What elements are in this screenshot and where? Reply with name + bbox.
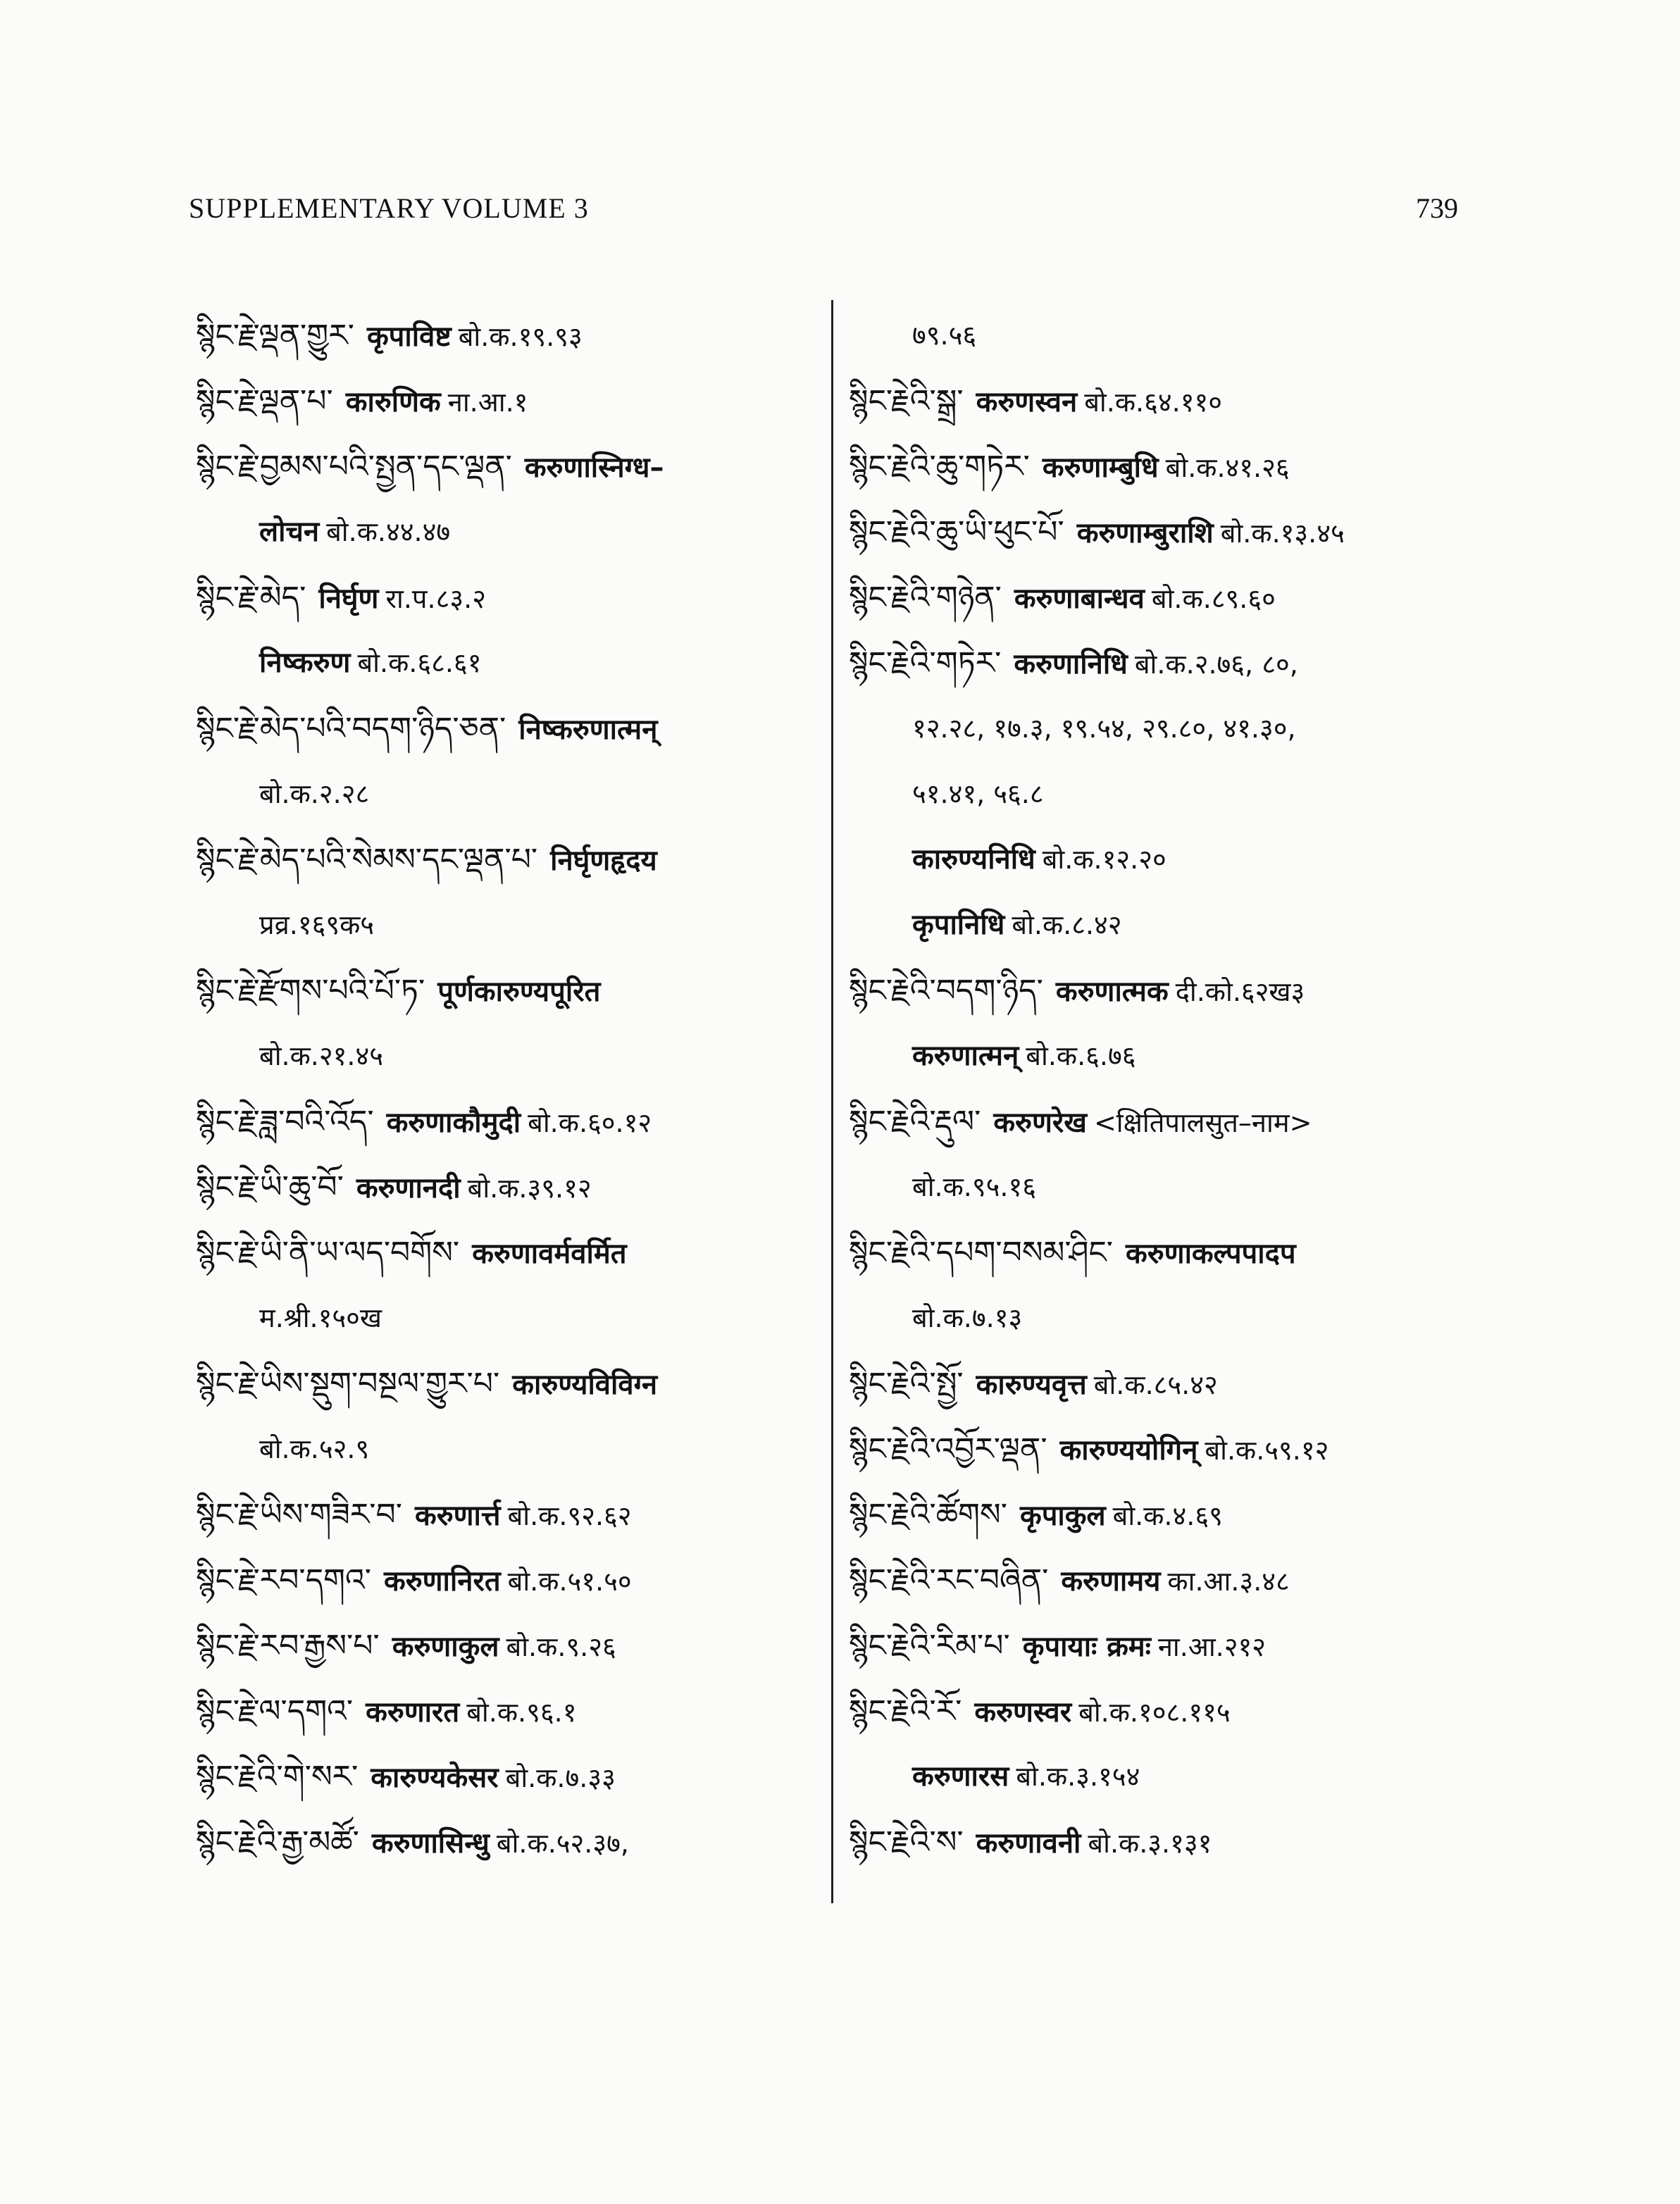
entry-line <box>196 827 823 892</box>
entry-line <box>196 1154 823 1220</box>
reference: दी.को.६२ख३ <box>1175 976 1305 1007</box>
sanskrit-term: करुणावर्मवर्मित <box>472 1238 627 1270</box>
entry-line <box>196 1613 823 1679</box>
reference: बो.क.१०८.११५ <box>1078 1697 1231 1728</box>
entry-line <box>196 1482 823 1548</box>
sanskrit-term: करुणावनी <box>976 1827 1081 1860</box>
entry-line <box>196 368 823 434</box>
reference: बो.क.६८.६१ <box>357 647 482 678</box>
continuation-line <box>849 1154 1483 1220</box>
tibetan-term: སྙིང་རྗེ་ལྡན་པ་ <box>196 383 333 419</box>
sanskrit-term: करुणात्मन् <box>912 1040 1019 1072</box>
entry-line <box>196 958 823 1023</box>
tibetan-term: སྙིང་རྗེའི་འབྱོར་ལྡན་ <box>849 1431 1047 1467</box>
sanskrit-term: करुणाम्बुधि <box>1042 452 1159 484</box>
tibetan-term: སྙིང་རྗེ་ཟླ་བའི་འོད་ <box>196 1104 374 1140</box>
reference: ना.आ.१ <box>447 387 528 418</box>
reference: बो.क.६४.११० <box>1084 387 1222 418</box>
sanskrit-term: करुणाकौमुदी <box>386 1107 521 1139</box>
continuation-line <box>849 1285 1483 1351</box>
reference: बो.क.१३.४५ <box>1220 518 1345 549</box>
sanskrit-term: निष्करुण <box>259 647 351 679</box>
reference: बो.क.८५.४२ <box>1093 1369 1218 1400</box>
reference: बो.क.२१.४५ <box>259 1040 384 1071</box>
sanskrit-term: कृपाकुल <box>1019 1500 1106 1532</box>
sanskrit-term: पूर्णकारुण्यपूरित <box>437 976 601 1008</box>
continuation-line <box>849 1023 1483 1089</box>
tibetan-term: སྙིང་རྗེའི་གེ་སར་ <box>196 1759 359 1795</box>
reference: बो.क.२.२८ <box>259 778 370 809</box>
tibetan-term: སྙིང་རྗེ་མེད་པའི་སེམས་དང་ལྡན་པ་ <box>196 842 538 878</box>
tibetan-term: སྙིང་རྗེ་བྱམས་པའི་སྤྱན་དང་ལྡན་ <box>196 449 512 485</box>
sanskrit-term: कृपायाः क्रमः <box>1022 1631 1151 1663</box>
reference: रा.प.८३.२ <box>385 583 486 614</box>
sanskrit-term: करुणस्वर <box>974 1696 1072 1729</box>
entry-line <box>196 565 823 630</box>
tibetan-term: སྙིང་རྗེ་ཡི་ཆུ་བོ་ <box>196 1169 344 1205</box>
tibetan-term: སྙིང་རྗེ་རབ་དགའ་ <box>196 1562 371 1598</box>
reference: बो.क.९५.१६ <box>912 1171 1037 1202</box>
entry-line <box>196 696 823 761</box>
entry-line <box>196 1679 823 1744</box>
continuation-line <box>196 499 823 565</box>
reference: १२.२८, १७.३, १९.५४, २९.८०, ४१.३०, <box>912 713 1296 744</box>
reference: प्रव्र.१६९क५ <box>259 909 375 940</box>
sanskrit-term: करुणारत <box>366 1696 460 1729</box>
sanskrit-term: करुणाकल्पपादप <box>1126 1238 1296 1270</box>
reference: बो.क.५९.१२ <box>1205 1435 1329 1466</box>
reference: बो.क.८.४२ <box>1012 909 1122 940</box>
continuation-line <box>196 630 823 696</box>
entry-line <box>196 1548 823 1613</box>
sanskrit-term: करुणासिन्धु <box>371 1827 490 1860</box>
tibetan-term: སྙིང་རྗེའི་བདག་ཉིད་ <box>849 973 1043 1009</box>
entry-line <box>849 499 1483 565</box>
tibetan-term: སྙིང་རྗེའི་སྤྱོ་ <box>849 1366 964 1402</box>
sanskrit-term: करुणाम्बुराशि <box>1076 517 1214 549</box>
sanskrit-term: निष्करुणात्मन् <box>518 714 658 746</box>
sanskrit-term: लोचन <box>259 516 320 548</box>
entry-line <box>849 1089 1483 1154</box>
continuation-line <box>196 761 823 827</box>
continuation-line <box>849 696 1483 761</box>
tibetan-term: སྙིང་རྗེའི་རྒྱ་མཚོ་ <box>196 1824 359 1860</box>
reference: बो.क.३.१५४ <box>1016 1761 1140 1792</box>
continuation-line <box>849 1744 1483 1810</box>
reference: बो.क.६.७६ <box>1026 1040 1136 1071</box>
reference: बो.क.४४.४७ <box>326 516 451 547</box>
tibetan-term: སྙིང་རྗེ་ལ་དགའ་ <box>196 1693 354 1729</box>
reference: का.आ.३.४८ <box>1167 1566 1290 1597</box>
reference: म.श्री.१५०ख <box>259 1302 382 1333</box>
reference: बो.क.८९.६० <box>1151 583 1276 614</box>
entry-line <box>849 1548 1483 1613</box>
sanskrit-term: करुणरेख <box>993 1107 1087 1139</box>
entry-line <box>849 1482 1483 1548</box>
tibetan-term: སྙིང་རྗེ་ཡིས་གཟིར་བ་ <box>196 1497 402 1533</box>
sanskrit-term: कारुण्यवृत्त <box>976 1369 1087 1401</box>
sanskrit-term: निर्घृणहृदय <box>550 845 657 877</box>
tibetan-term: སྙིང་རྗེའི་རྡུལ་ <box>849 1104 981 1140</box>
entry-line <box>196 1744 823 1810</box>
entry-line <box>849 1417 1483 1482</box>
reference: ना.आ.२१२ <box>1157 1631 1267 1662</box>
right-column <box>849 303 1483 1875</box>
continuation-line <box>849 761 1483 827</box>
continuation-line <box>196 1023 823 1089</box>
reference: बो.क.५२.९ <box>259 1433 370 1464</box>
sanskrit-term: निर्घृण <box>318 583 379 615</box>
entry-line <box>196 1810 823 1875</box>
reference: बो.क.२.७६, ८०, <box>1134 649 1298 680</box>
sanskrit-term: कृपानिधि <box>912 909 1005 941</box>
reference: बो.क.९२.६२ <box>507 1500 632 1531</box>
entry-line <box>849 630 1483 696</box>
continuation-line <box>849 892 1483 958</box>
sanskrit-term: करुणारस <box>912 1760 1009 1793</box>
tibetan-term: སྙིང་རྗེའི་ས་ <box>849 1824 964 1860</box>
reference: बो.क.३९.१२ <box>467 1173 592 1204</box>
left-column <box>196 303 823 1875</box>
entry-line <box>849 1613 1483 1679</box>
continuation-line <box>196 1285 823 1351</box>
sanskrit-term: करुणामय <box>1061 1565 1161 1598</box>
running-head: SUPPLEMENTARY VOLUME 3 <box>189 192 589 224</box>
reference: बो.क.५१.५० <box>507 1566 632 1597</box>
tibetan-term: སྙིང་རྗེའི་གཏེར་ <box>849 645 1002 681</box>
reference: बो.क.१९.९३ <box>458 321 583 352</box>
entry-line <box>196 1220 823 1285</box>
entry-line <box>849 1679 1483 1744</box>
entry-line <box>196 1351 823 1417</box>
tibetan-term: སྙིང་རྗེའི་རོ་ <box>849 1693 962 1729</box>
continuation-line <box>196 1417 823 1482</box>
sanskrit-term: करुणाबान्धव <box>1014 583 1145 615</box>
sanskrit-term: करुणास्निग्ध– <box>524 452 664 484</box>
entry-line <box>196 1089 823 1154</box>
tibetan-term: སྙིང་རྗེའི་ཆུ་ཡི་ཕུང་པོ་ <box>849 514 1064 550</box>
sanskrit-term: करुणानिरत <box>384 1565 501 1598</box>
entry-line <box>849 958 1483 1023</box>
page-number: 739 <box>1416 192 1458 224</box>
tibetan-term: སྙིང་རྗེའི་དཔག་བསམ་ཤིང་ <box>849 1235 1114 1271</box>
tibetan-term: སྙིང་རྗེའི་ཆུ་གཏེར་ <box>849 449 1030 485</box>
tibetan-term: སྙིང་རྗེའི་རིམ་པ་ <box>849 1628 1010 1664</box>
tibetan-term: སྙིང་རྗེའི་གཉེན་ <box>849 580 1002 616</box>
sanskrit-term: करुणाकुल <box>392 1631 499 1663</box>
sanskrit-term: करुणानदी <box>356 1172 461 1204</box>
entry-line <box>849 368 1483 434</box>
entry-line <box>196 303 823 368</box>
column-divider <box>831 300 833 1903</box>
reference: बो.क.७.१३ <box>912 1302 1023 1333</box>
sanskrit-term: कारुणिक <box>345 386 441 418</box>
tibetan-term: སྙིང་རྗེ་ལྡན་གྱུར་ <box>196 318 354 354</box>
reference: <क्षितिपालसुत–नाम> <box>1093 1107 1312 1138</box>
tibetan-term: སྙིང་རྗེའི་རང་བཞིན་ <box>849 1562 1049 1598</box>
tibetan-term: སྙིང་རྗེ་རབ་རྒྱས་པ་ <box>196 1628 380 1664</box>
reference: ७९.५६ <box>912 320 977 351</box>
tibetan-term: སྙིང་རྗེ་མེད་ <box>196 580 306 616</box>
tibetan-term: སྙིང་རྗེ་རྫོགས་པའི་པོ་ཏ་ <box>196 973 425 1009</box>
continuation-line <box>849 827 1483 892</box>
continuation-line <box>849 303 1483 368</box>
entry-line <box>196 434 823 499</box>
sanskrit-term: करुणस्वन <box>976 386 1078 418</box>
tibetan-term: སྙིང་རྗེ་ཡིས་སྡུག་བསྔལ་གྱུར་པ་ <box>196 1366 500 1402</box>
entry-line <box>849 1220 1483 1285</box>
reference: ५१.४१, ५६.८ <box>912 778 1044 809</box>
sanskrit-term: करुणार्त्त <box>415 1500 501 1532</box>
entry-line <box>849 1351 1483 1417</box>
reference: बो.क.४.६९ <box>1112 1500 1223 1531</box>
reference: बो.क.९६.१ <box>466 1697 577 1728</box>
sanskrit-term: कृपाविष्ट <box>366 320 452 353</box>
sanskrit-term: कारुण्यविविग्न <box>512 1369 658 1401</box>
reference: बो.क.७.३३ <box>505 1762 616 1793</box>
sanskrit-term: कारुण्यकेसर <box>371 1762 499 1794</box>
reference: बो.क.९.२६ <box>506 1631 616 1662</box>
sanskrit-term: कारुण्ययोगिन् <box>1059 1434 1198 1467</box>
tibetan-term: སྙིང་རྗེའི་ཚོགས་ <box>849 1497 1007 1533</box>
reference: बो.क.४१.२६ <box>1165 452 1290 483</box>
tibetan-term: སྙིང་རྗེའི་སྒྲ་ <box>849 383 964 419</box>
sanskrit-term: कारुण्यनिधि <box>912 843 1035 876</box>
sanskrit-term: करुणात्मक <box>1055 976 1169 1008</box>
entry-line <box>849 565 1483 630</box>
reference: बो.क.३.१३१ <box>1088 1828 1212 1859</box>
entry-line <box>849 434 1483 499</box>
reference: बो.क.६०.१२ <box>528 1107 652 1138</box>
continuation-line <box>196 892 823 958</box>
reference: बो.क.१२.२० <box>1042 844 1166 875</box>
entry-line <box>849 1810 1483 1875</box>
reference: बो.क.५२.३७, <box>496 1828 629 1859</box>
sanskrit-term: करुणानिधि <box>1014 648 1128 680</box>
tibetan-term: སྙིང་རྗེ་མེད་པའི་བདག་ཉིད་ཅན་ <box>196 711 506 747</box>
tibetan-term: སྙིང་རྗེ་ཡི་ནི་ཡ་ལད་བགོས་ <box>196 1235 460 1271</box>
